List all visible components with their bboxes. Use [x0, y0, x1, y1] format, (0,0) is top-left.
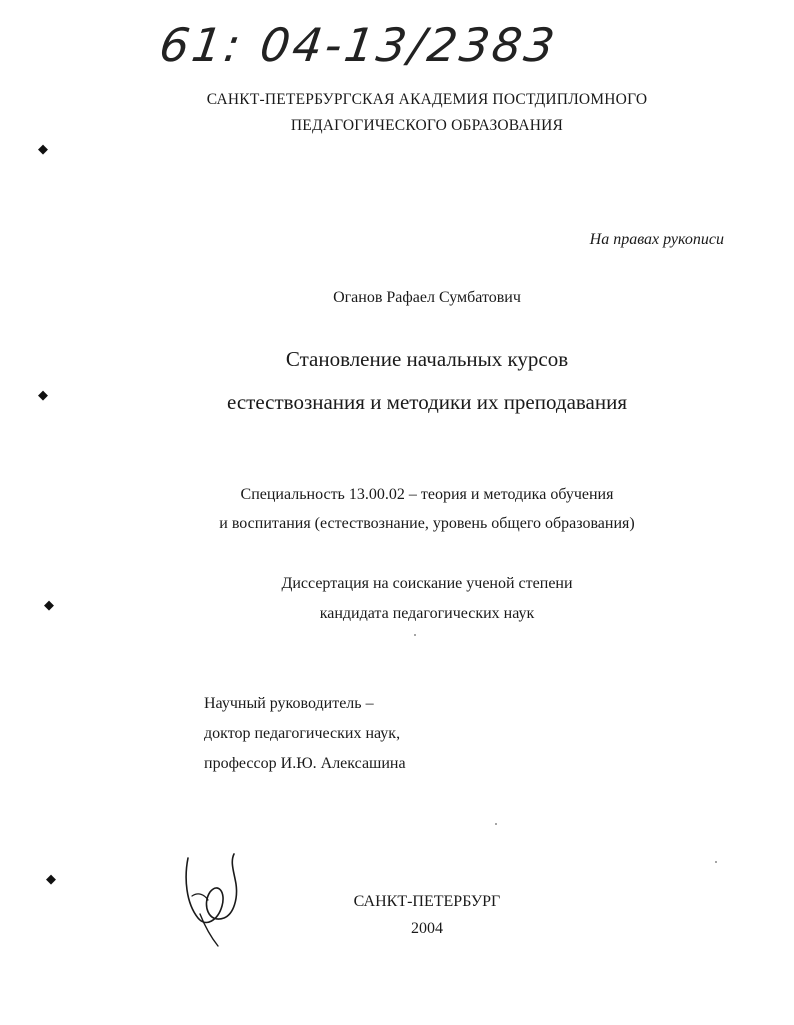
- degree-line1: Диссертация на соискание ученой степени: [281, 575, 573, 592]
- supervisor-name: профессор И.Ю. Алексашина: [204, 755, 406, 772]
- archive-number-handwritten: 61: 04-13/2383: [156, 18, 561, 72]
- binding-mark-icon: ◆: [38, 387, 48, 402]
- specialty-line1: Специальность 13.00.02 – теория и методика обучения: [240, 486, 614, 503]
- institution-name-line2: ПЕДАГОГИЧЕСКОГО ОБРАЗОВАНИЯ: [290, 117, 564, 134]
- binding-mark-icon: ◆: [44, 597, 54, 612]
- city: САНКТ-ПЕТЕРБУРГ: [353, 893, 501, 910]
- author-name: Оганов Рафаел Сумбатович: [333, 289, 521, 306]
- degree-line2: кандидата педагогических наук: [319, 605, 535, 622]
- rights-note: На правах рукописи: [589, 231, 724, 248]
- thesis-title-line2: естествознания и методики их преподавания: [227, 390, 627, 414]
- scan-speck: [715, 861, 717, 863]
- specialty-line2: и воспитания (естествознание, уровень общего образования): [219, 515, 635, 532]
- binding-mark-icon: ◆: [38, 141, 48, 156]
- signature-icon: [178, 848, 248, 953]
- binding-mark-icon: ◆: [46, 871, 56, 886]
- scan-speck: [414, 634, 416, 636]
- thesis-title-line1: Становление начальных курсов: [285, 347, 569, 371]
- supervisor-degree: доктор педагогических наук,: [204, 725, 401, 742]
- year: 2004: [411, 920, 443, 937]
- scan-speck: [495, 823, 497, 825]
- institution-name-line1: САНКТ-ПЕТЕРБУРГСКАЯ АКАДЕМИЯ ПОСТДИПЛОМНОГО: [206, 91, 648, 108]
- supervisor-label: Научный руководитель –: [204, 695, 374, 712]
